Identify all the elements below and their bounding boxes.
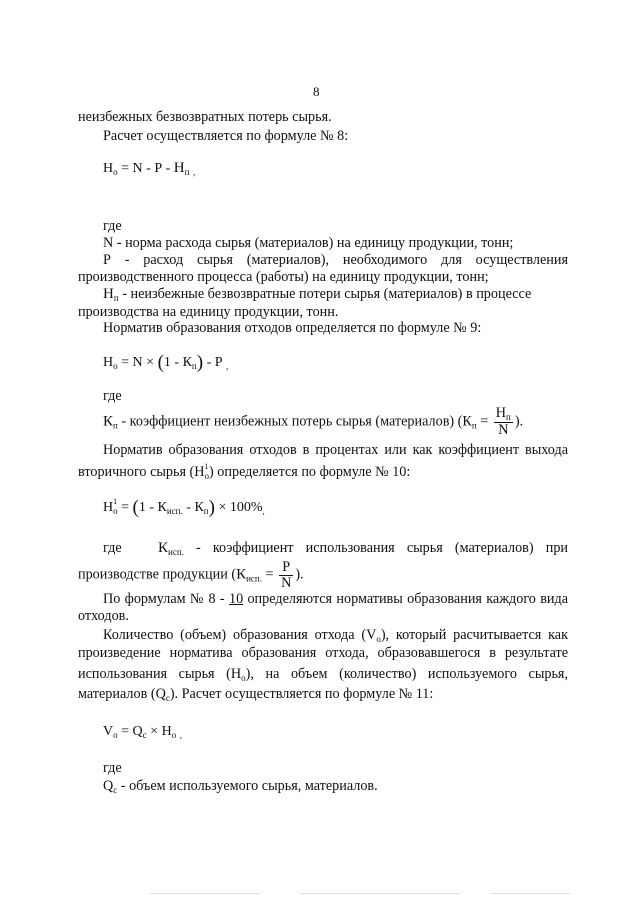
text-line: производстве продукции ($К_{исп.}$ = $\frac{Р}{N}$ ). [78,559,304,591]
scan-artifact [150,893,260,894]
text-line: $Q_с$ - объем используемого сырья, материалов. [103,778,378,795]
text-line: где $К_{исп.}$ - коэффициент использования сырья (материалов) при [103,540,568,557]
formula-8: $Н_о = N - Р - Н_п$ $_,$ [103,160,196,177]
text-line: материалов $(Q_с)$. Расчет осуществляется по формуле № 11: [78,686,434,703]
text-line: произведение норматива образования отхода, образовавшегося в результате [78,645,568,661]
text-line: где [103,760,122,776]
text-line: производственного процесса (работы) на единицу продукции, тонн; [78,269,489,285]
text-line: По формулам № 8 - 10 определяются нормативы образования каждого вида [103,591,569,607]
text-line: Расчет осуществляется по формуле № 8: [103,128,349,144]
text-line: $К_п$ - коэффициент неизбежных потерь сырья (материалов) ($К_п$ = $\frac{Н_п}{N}$ ). [103,405,524,439]
text-line: вторичного сырья $(Н^1_о)$ определяется по формуле № 10: [78,462,411,481]
text-line: производства на единицу продукции, тонн. [78,304,339,320]
text-line: использования сырья $(Н_о)$, на объем (количество) используемого сырья, [78,666,568,683]
formula-10: $Н^1_о = (1 - К_{исп.} - К_п) \times 100\%_,$ [103,497,265,518]
text-line: Норматив образования отходов определяется по формуле № 9: [103,320,482,336]
page-number: 8 [313,84,320,99]
fraction-P-over-N: $\frac{Р}{N}$ [281,559,292,591]
text-line: Норматив образования отходов в процентах или как коэффициент выхода [103,442,568,458]
text-line: Р - расход сырья (материалов), необходимого для осуществления [103,252,568,268]
text-line: N - норма расхода сырья (материалов) на единицу продукции, тонн; [103,235,514,251]
text-line: Количество (объем) образования отхода $(V_о)$, который расчитывается как [103,627,568,644]
text-line: $Н_п$ - неизбежные безвозвратные потери сырья (материалов) в процессе [103,286,532,303]
scan-artifact [300,893,460,894]
text-line: где [103,218,122,234]
text-line: где [103,388,122,404]
scan-artifact [490,893,570,894]
formula-11: $V_о = Q_с \times Н_о$ $_,$ [103,724,182,740]
text-line: отходов. [78,608,129,624]
formula-9: $Н_о = N \times (1 - К_п) - Р$ $_,$ [103,352,229,373]
fraction-Hn-over-N: $\frac{Н_п}{N}$ [495,405,511,439]
text-line: неизбежных безвозвратных потерь сырья. [78,109,332,125]
